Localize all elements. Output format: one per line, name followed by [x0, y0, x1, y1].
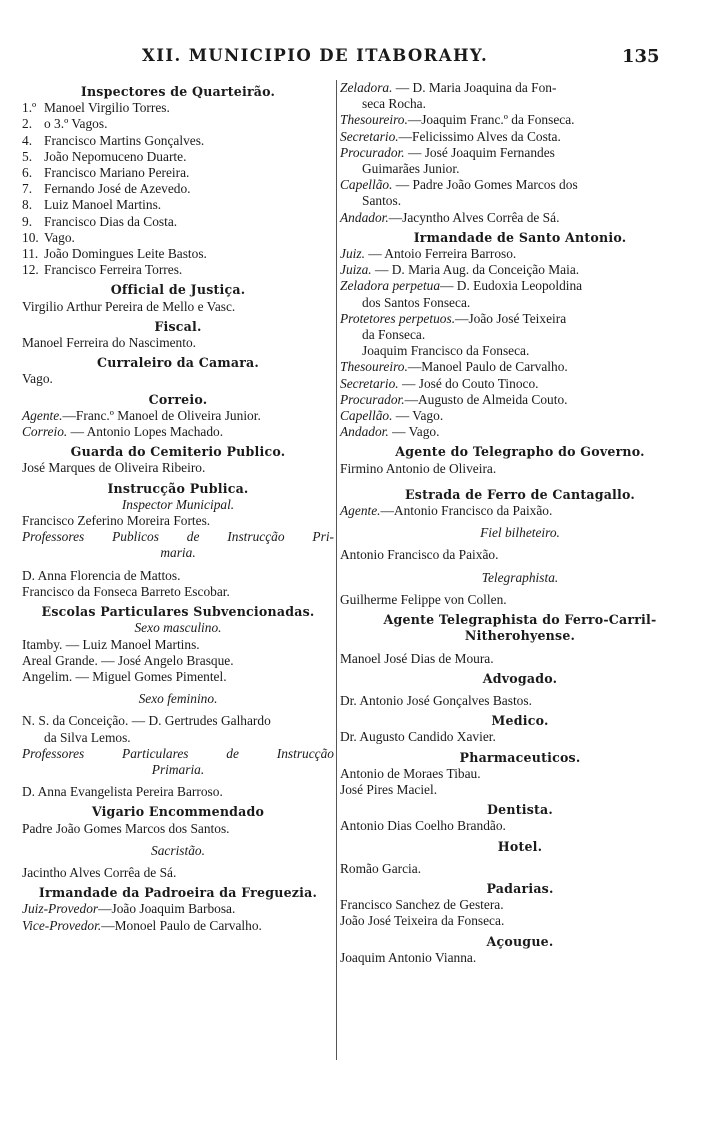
role-holder: — Vago. [392, 408, 444, 424]
section-heading-santo-antonio: Irmandade de Santo Antonio. [413, 229, 627, 245]
sa-juiz [340, 246, 700, 262]
item-number: 4. [22, 132, 33, 148]
zeladora [340, 80, 700, 96]
role-holder: —Manoel Paulo de Carvalho. [407, 359, 568, 375]
subheading-prof-particulares-cont: Primaria. [151, 761, 205, 777]
role-holder: — José Joaquim Fernandes [404, 144, 555, 160]
role-holder: —Antonio Francisco da Paixão. [380, 503, 553, 519]
list-item [22, 214, 334, 230]
curraleiro-name: Vago. [22, 371, 53, 387]
role-label: Juiza. [340, 262, 372, 278]
escola-line: N. S. da Conceição. — D. Gertrudes Galhardo [22, 713, 271, 729]
guarda-name: José Marques de Oliveira Ribeiro. [22, 460, 206, 476]
role-label: Procurador. [340, 144, 405, 160]
role-label: Protetores perpetuos. [340, 310, 456, 326]
spacer [340, 477, 700, 483]
capellao-cont: Santos. [362, 193, 402, 209]
thesoureiro [340, 112, 700, 128]
page-header [0, 46, 725, 72]
role-label: Secretario. [340, 128, 399, 144]
role-holder: —Monoel Paulo de Carvalho. [101, 917, 262, 933]
item-name: João Domingues Leite Bastos. [44, 246, 207, 262]
role-label: Secretario. [340, 375, 399, 391]
list-item [22, 262, 334, 278]
role-label: Agente. [340, 503, 381, 519]
advogado-name: Dr. Antonio José Gonçalves Bastos. [340, 692, 532, 708]
section-heading-advogado: Advogado. [482, 670, 558, 686]
sa-thesoureiro [340, 359, 700, 375]
section-heading-guarda: Guarda do Cemiterio Publico. [70, 444, 286, 460]
sa-secretario [340, 376, 700, 392]
pharmaceutico-name: Antonio de Moraes Tibau. [340, 765, 481, 781]
hotel-name: Romão Garcia. [340, 860, 422, 876]
item-name: Manoel Virgilio Torres. [44, 100, 170, 116]
section-heading-pharmaceuticos: Pharmaceuticos. [459, 749, 581, 765]
role-label: Agente. [22, 407, 63, 423]
item-name: João Nepomuceno Duarte. [44, 148, 187, 164]
sa-andador [340, 424, 700, 440]
section-heading-telegrapho: Agente do Telegrapho do Governo. [395, 444, 645, 460]
fiel-name: Antonio Francisco da Paixão. [340, 547, 499, 563]
capellao [340, 177, 700, 193]
escola-line-cont: da Silva Lemos. [44, 729, 131, 745]
section-heading-acougue: Açougue. [486, 933, 554, 949]
section-heading-fiscal: Fiscal. [154, 318, 202, 334]
item-number: 5. [22, 148, 33, 164]
section-heading-inspectores: Inspectores de Quarteirão. [80, 84, 276, 99]
telegraphista-name: Guilherme Felippe von Collen. [340, 591, 507, 607]
role-holder: — Padre João Gomes Marcos dos [392, 177, 578, 193]
role-holder: — D. Maria Aug. da Conceição Maia. [371, 262, 580, 278]
sa-procurador [340, 392, 700, 408]
left-column [22, 80, 334, 934]
section-heading-hotel: Hotel. [497, 838, 543, 854]
section-heading-instrucao: Instrucção Publica. [107, 480, 249, 496]
section-heading-ferro-carril: Agente Telegraphista do Ferro-Carril- [383, 612, 657, 628]
item-number: 2. [22, 116, 33, 132]
section-heading-dentista: Dentista. [487, 802, 553, 818]
item-name: Francisco Mariano Pereira. [44, 165, 190, 181]
subheading-prof-publicos: Professores Publicos de Instrucção Pri- [22, 529, 334, 545]
right-column [340, 80, 700, 966]
sa-protetores [340, 311, 700, 327]
section-heading-padarias: Padarias. [486, 880, 554, 896]
item-name: o 3.º Vagos. [44, 116, 108, 132]
role-label: Capellão. [340, 177, 393, 193]
section-heading-vigario: Vigario Encommendado [91, 804, 265, 820]
sa-zeladora-cont: dos Santos Fonseca. [362, 294, 471, 310]
item-number: 7. [22, 181, 33, 197]
dentista-name: Antonio Dias Coelho Brandão. [340, 818, 506, 834]
item-number: 6. [22, 165, 33, 181]
list-item [22, 197, 334, 213]
section-heading-correio: Correio. [148, 391, 208, 407]
item-number: 11. [22, 246, 39, 262]
correio-agente [22, 408, 334, 424]
section-heading-padroeira: Irmandade da Padroeira da Freguezia. [38, 885, 318, 901]
padaria-name: Francisco Sanchez de Gestera. [340, 897, 504, 913]
role-label: Thesoureiro. [340, 112, 408, 128]
sa-capellao [340, 408, 700, 424]
role-label: Thesoureiro. [340, 359, 408, 375]
sa-protetores-cont: Joaquim Francisco da Fonseca. [362, 343, 530, 359]
role-holder: — Vago. [388, 424, 440, 440]
medico-name: Dr. Augusto Candido Xavier. [340, 729, 496, 745]
inspector-name: Francisco Zeferino Moreira Fortes. [22, 513, 211, 529]
role-label: Zeladora perpetua [340, 278, 441, 294]
vice-provedor [22, 918, 334, 934]
role-label: Procurador. [340, 391, 405, 407]
procurador-cont: Guimarães Junior. [362, 161, 460, 177]
item-number: 9. [22, 213, 33, 229]
acougue-name: Joaquim Antonio Vianna. [340, 949, 477, 965]
list-item [22, 100, 334, 116]
role-holder: — D. Eudoxia Leopoldina [440, 278, 583, 294]
subheading-prof-publicos-cont: maria. [160, 545, 196, 561]
juiz-provedor [22, 901, 334, 917]
role-label: Capellão. [340, 408, 393, 424]
section-heading-estrada: Estrada de Ferro de Cantagallo. [405, 486, 635, 502]
escola-line: Angelim. — Miguel Gomes Pimentel. [22, 668, 227, 684]
page-title: XII. MUNICIPIO DE ITABORAHY. [142, 46, 489, 65]
escola-line: Areal Grande. — José Angelo Brasque. [22, 652, 234, 668]
vigario-name: Padre João Gomes Marcos dos Santos. [22, 820, 230, 836]
official-name: Virgilio Arthur Pereira de Mello e Vasc. [22, 298, 236, 314]
inspectores-list [22, 100, 334, 278]
role-holder: —Felicissimo Alves da Costa. [398, 128, 561, 144]
column-divider [336, 80, 337, 1060]
subheading-inspector: Inspector Municipal. [121, 496, 235, 512]
subheading-sexo-masculino: Sexo masculino. [134, 620, 222, 636]
role-label: Juiz. [340, 246, 365, 262]
prof-publico-name: D. Anna Florencia de Mattos. [22, 567, 181, 583]
andador [340, 210, 700, 226]
role-label: Juiz-Provedor [22, 901, 99, 917]
item-name: Francisco Dias da Costa. [44, 213, 178, 229]
correio-correio [22, 424, 334, 440]
ferro-carril-name: Manoel José Dias de Moura. [340, 650, 494, 666]
role-holder: —João Joaquim Barbosa. [98, 901, 236, 917]
role-holder: — Antonio Lopes Machado. [67, 424, 224, 440]
zeladora-cont: seca Rocha. [362, 96, 426, 112]
role-label: Andador. [340, 209, 389, 225]
role-label: Correio. [22, 424, 68, 440]
padaria-name: João José Teixeira da Fonseca. [340, 913, 505, 929]
role-label: Zeladora. [340, 80, 393, 95]
role-holder: —Augusto de Almeida Couto. [404, 391, 568, 407]
telegrapho-name: Firmino Antonio de Oliveira. [340, 460, 497, 476]
escola-line: Itamby. — Luiz Manoel Martins. [22, 636, 200, 652]
sacristao-name: Jacintho Alves Corrêa de Sá. [22, 864, 177, 880]
list-item [22, 181, 334, 197]
role-holder: —Jacyntho Alves Corrêa de Sá. [388, 209, 560, 225]
estrada-agente [340, 503, 700, 519]
list-item [22, 149, 334, 165]
sa-protetores-cont: da Fonseca. [362, 327, 426, 343]
list-item [22, 165, 334, 181]
role-holder: —Joaquim Franc.º da Fonseca. [407, 112, 575, 128]
pharmaceutico-name: José Pires Maciel. [340, 781, 438, 797]
section-heading-medico: Medico. [491, 713, 549, 729]
role-holder: — D. Maria Joaquina da Fon- [392, 80, 557, 95]
subheading-fiel: Fiel bilheteiro. [480, 525, 560, 541]
list-item [22, 116, 334, 132]
secretario [340, 129, 700, 145]
role-label: Andador. [340, 424, 389, 440]
item-number: 10. [22, 229, 39, 245]
item-name: Francisco Ferreira Torres. [44, 262, 183, 278]
role-label: Vice-Provedor. [22, 917, 102, 933]
fiscal-name: Manoel Ferreira do Nascimento. [22, 335, 197, 351]
prof-publico-name: Francisco da Fonseca Barreto Escobar. [22, 583, 230, 599]
prof-particular-name: D. Anna Evangelista Pereira Barroso. [22, 784, 223, 800]
item-name: Luiz Manoel Martins. [44, 197, 162, 213]
role-holder: — José do Couto Tinoco. [398, 375, 539, 391]
section-heading-curraleiro: Curraleiro da Camara. [96, 355, 259, 371]
page-number: 135 [622, 46, 660, 67]
subheading-telegraphista: Telegraphista. [481, 569, 559, 585]
item-name: Fernando José de Azevedo. [44, 181, 191, 197]
section-heading-official: Official de Justiça. [110, 282, 246, 298]
role-holder: —João José Teixeira [455, 310, 567, 326]
item-number: 8. [22, 197, 33, 213]
item-name: Francisco Martins Gonçalves. [44, 132, 205, 148]
sa-juiza [340, 262, 700, 278]
item-name: Vago. [44, 229, 75, 245]
role-holder: —Franc.º Manoel de Oliveira Junior. [62, 407, 261, 423]
section-heading-ferro-carril-cont: Nitherohyense. [464, 628, 576, 644]
subheading-sexo-feminino: Sexo feminino. [138, 691, 218, 707]
list-item [22, 246, 334, 262]
item-number: 12. [22, 262, 39, 278]
procurador [340, 145, 700, 161]
subheading-prof-particulares: Professores Particulares de Instrucção [22, 745, 334, 761]
list-item [22, 133, 334, 149]
list-item [22, 230, 334, 246]
role-holder: — Antoio Ferreira Barroso. [364, 246, 517, 262]
section-heading-escolas: Escolas Particulares Subvencionadas. [41, 604, 315, 620]
sa-zeladora [340, 278, 700, 294]
subheading-sacristao: Sacristão. [151, 842, 205, 858]
item-number: 1.º [22, 100, 37, 116]
